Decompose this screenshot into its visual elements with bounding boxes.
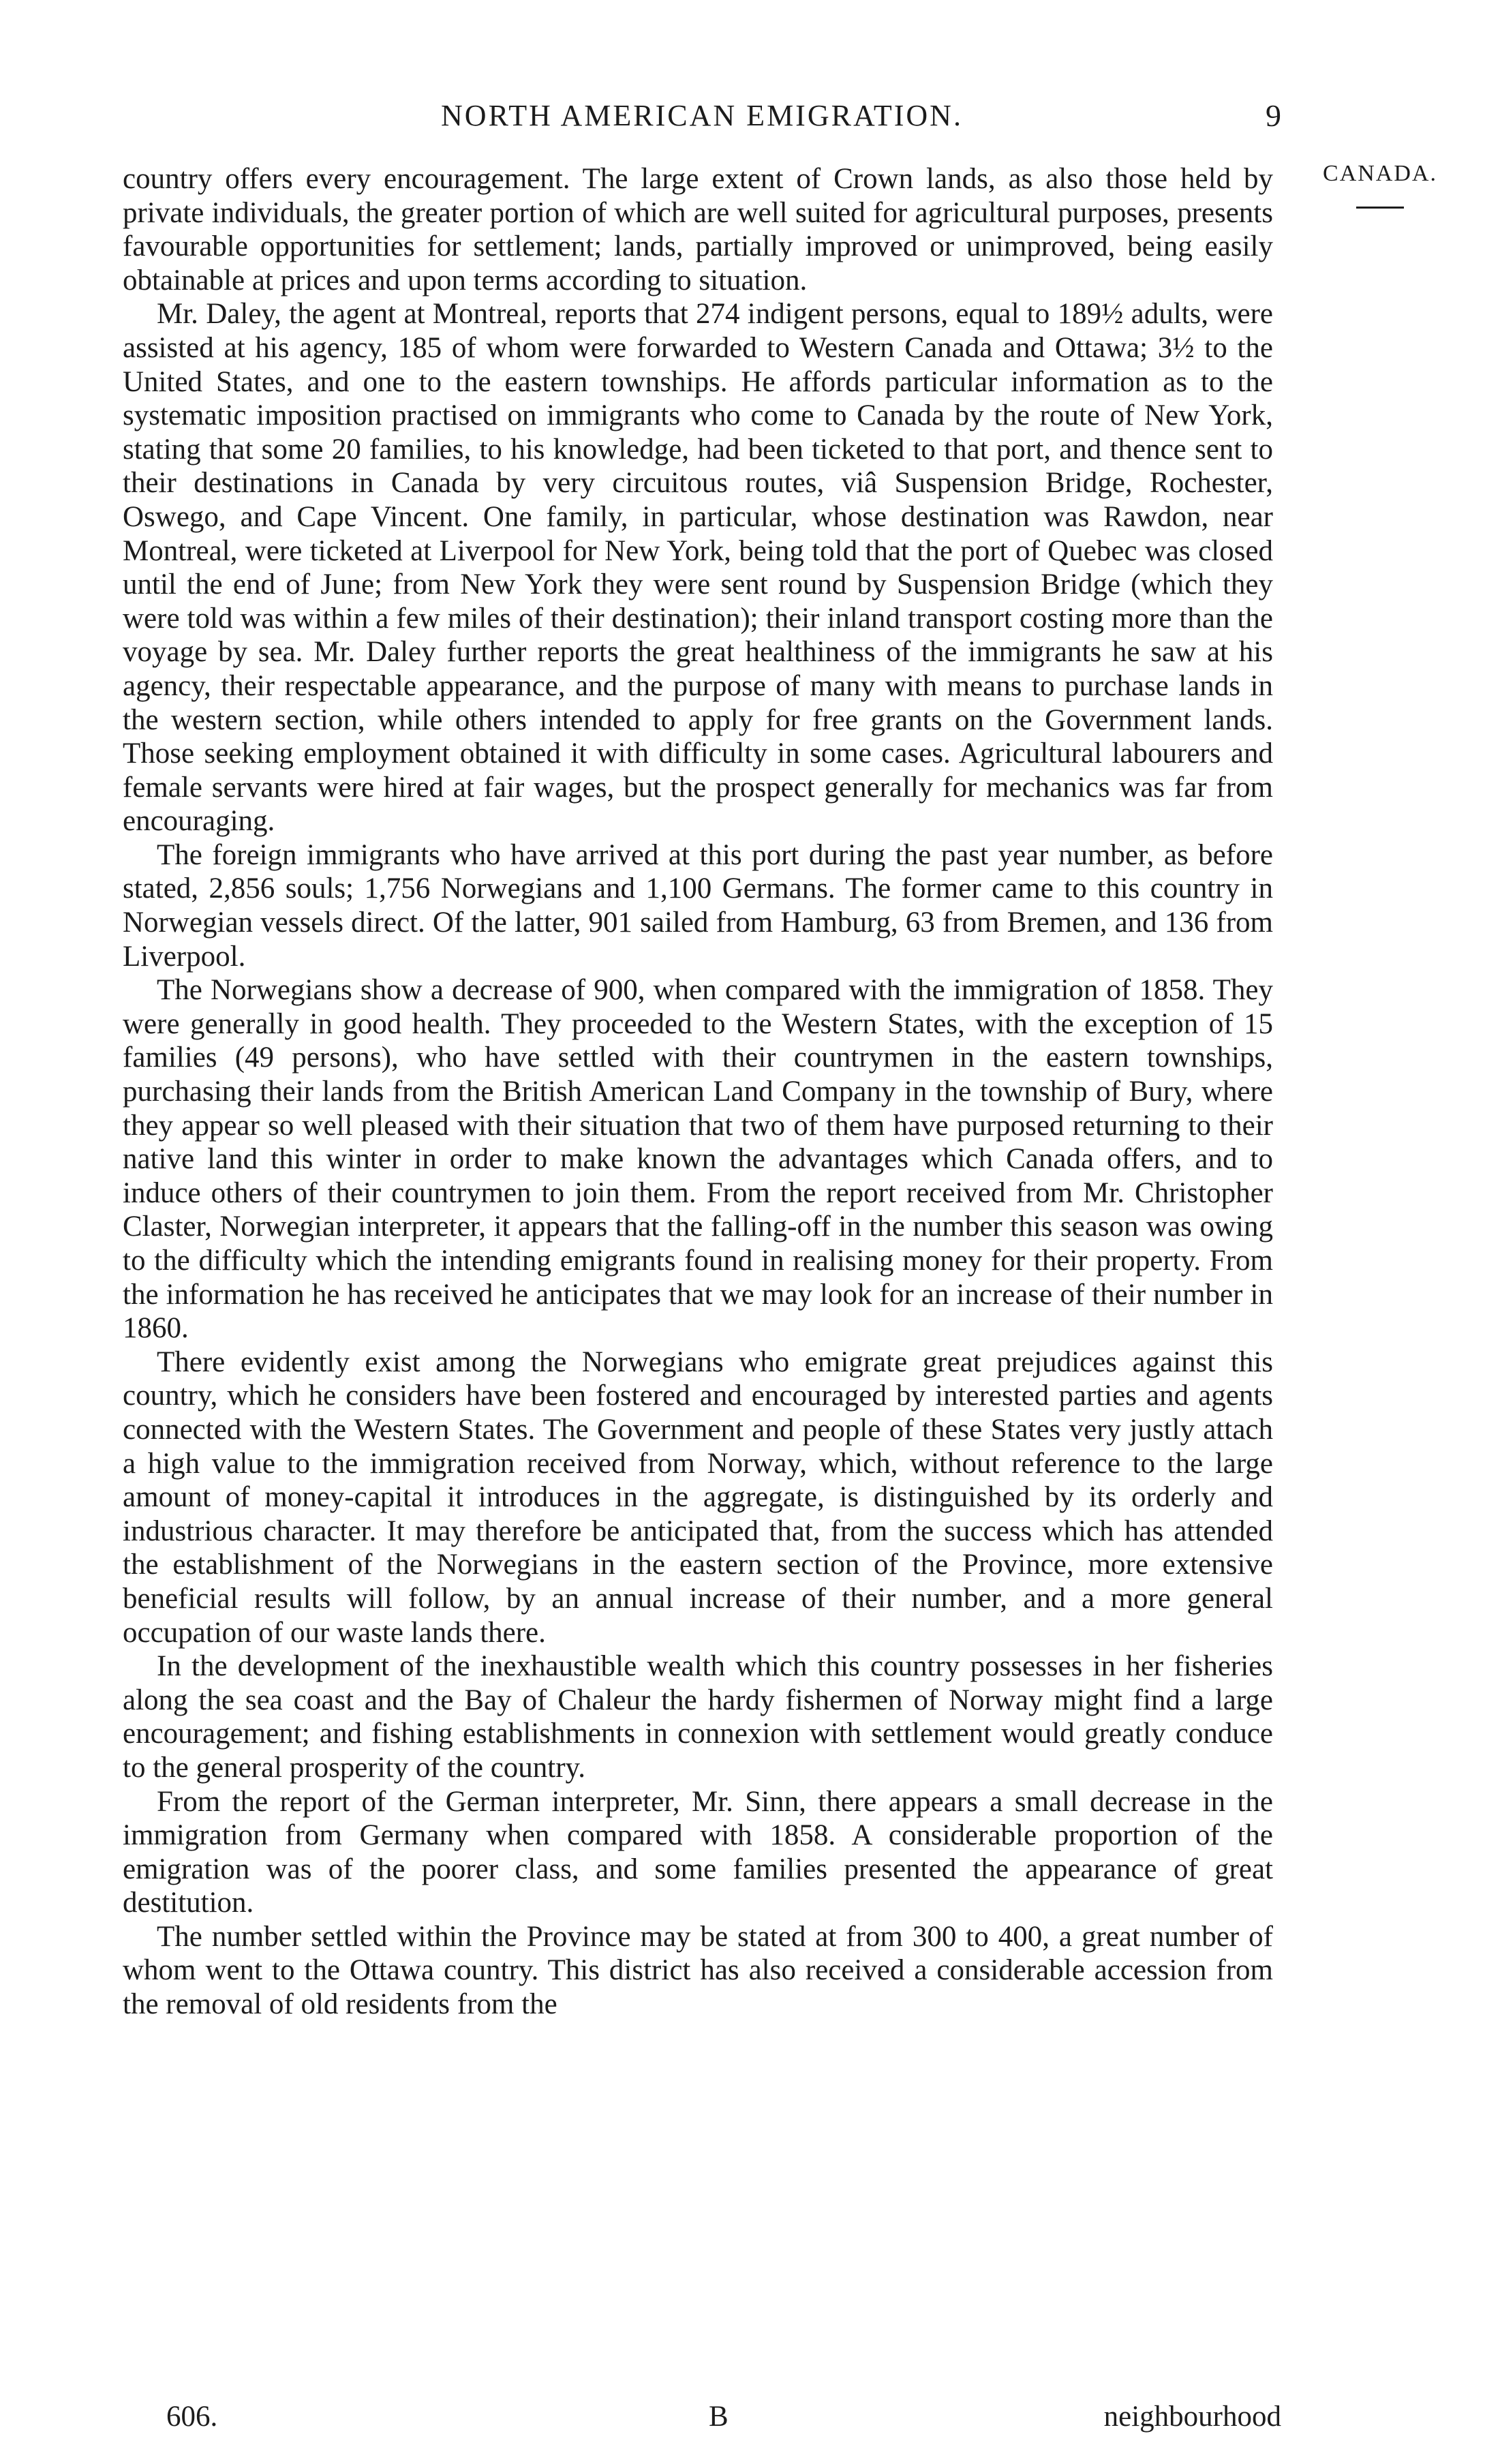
paragraph-6: In the development of the inexhaustible wealth which this country possesses in her fisheries along the sea coast and the Bay of Chaleur the hardy fishermen of Norway might find a large encouragement; and fishing establishments in connexion with settlement would greatly conduce to the general prosperity of the country. <box>123 1650 1273 1784</box>
paragraph-2: Mr. Daley, the agent at Montreal, reports that 274 indigent persons, equal to 189½ adults, were assisted at his agency, 185 of whom were forwarded to Western Canada and Ottawa; 3½ to the United States, and one to the eastern townships. He affords particular information as to the systematic imposition practised on immigrants who come to Canada by the route of New York, stating that some 20 families, to his knowledge, had been ticketed to that port, and thence sent to their destinations in Canada by very circuitous routes, viâ Suspension Bridge, Rochester, Oswego, and Cape Vincent. One family, in particular, whose destination was Rawdon, near Montreal, were ticketed at Liverpool for New York, being told that the port of Quebec was closed until the end of June; from New York they were sent round by Suspension Bridge (which they were told was within a few miles of their destination); their inland transport costing more than the voyage by sea. Mr. Daley further reports the great healthiness of the immigrants he saw at his agency, their respectable appearance, and the purpose of many with means to purchase lands in the western section, while others intended to apply for free grants on the Government lands. Those seeking employment obtained it with difficulty in some cases. Agricultural labourers and female servants were hired at fair wages, but the prospect generally for mechanics was far from encouraging. <box>123 298 1273 838</box>
page-number: 9 <box>1266 98 1281 133</box>
paragraph-3: The foreign immigrants who have arrived at this port during the past year number, as before stated, 2,856 souls; 1,756 Norwegians and 1,100 Germans. The former came to this country in Norwegian vessels direct. Of the latter, 901 sailed from Hamburg, 63 from Bremen, and 136 from Liverpool. <box>123 838 1273 973</box>
page-footer <box>123 2398 1281 2439</box>
margin-note: CANADA. <box>1323 161 1437 186</box>
paragraph-5: There evidently exist among the Norwegians who emigrate great prejudices against this country, which he considers have been fostered and encouraged by interested parties and agents connected with the Western States. The Government and people of these States very justly attach a high value to the immigration received from Norway, which, without reference to the large amount of money-capital it introduces in the aggregate, is distinguished by its orderly and industrious character. It may therefore be anticipated that, from the success which has attended the establishment of the Norwegians in the eastern section of the Province, more extensive beneficial results will follow, by an annual increase of their number, and a more general occupation of our waste lands there. <box>123 1345 1273 1649</box>
sheet-signature-mark: B <box>709 2401 729 2433</box>
margin-rule <box>1356 207 1404 209</box>
paragraph-8: The number settled within the Province may be stated at from 300 to 400, a great number of whom went to the Ottawa country. This district has also received a considerable accession from the removal of old residents from the <box>123 1920 1273 2021</box>
running-head <box>123 95 1281 136</box>
catchword: neighbourhood <box>1103 2401 1281 2433</box>
paragraph-1: country offers every encouragement. The large extent of Crown lands, as also those held by private individuals, the greater portion of which are well suited for agricultural purposes, presents favourable opportunities for settlement; lands, partially improved or unimproved, being easily obtainable at prices and upon terms according to situation. <box>123 163 1273 296</box>
body-text <box>123 162 1273 2022</box>
running-title: NORTH AMERICAN EMIGRATION. <box>441 99 963 132</box>
signature-number: 606. <box>166 2401 218 2433</box>
paragraph-4: The Norwegians show a decrease of 900, when compared with the immigration of 1858. They were generally in good health. They proceeded to the Western States, with the exception of 15 families (49 persons), who have settled with their countrymen in the eastern townships, purchasing their lands from the British American Land Company in the township of Bury, where they appear so well pleased with their situation that two of them have purposed returning to their native land this winter in order to make known the advantages which Canada offers, and to induce others of their countrymen to join them. From the report received from Mr. Christopher Claster, Norwegian interpreter, it appears that the falling-off in the number this season was owing to the difficulty which the intending emigrants found in realising money for their property. From the information he has received he anticipates that we may look for an increase of their number in 1860. <box>123 974 1273 1345</box>
paragraph-7: From the report of the German interpreter, Mr. Sinn, there appears a small decrease in the immigration from Germany when compared with 1858. A considerable proportion of the emigration was of the poorer class, and some families presented the appearance of great destitution. <box>123 1785 1273 1919</box>
